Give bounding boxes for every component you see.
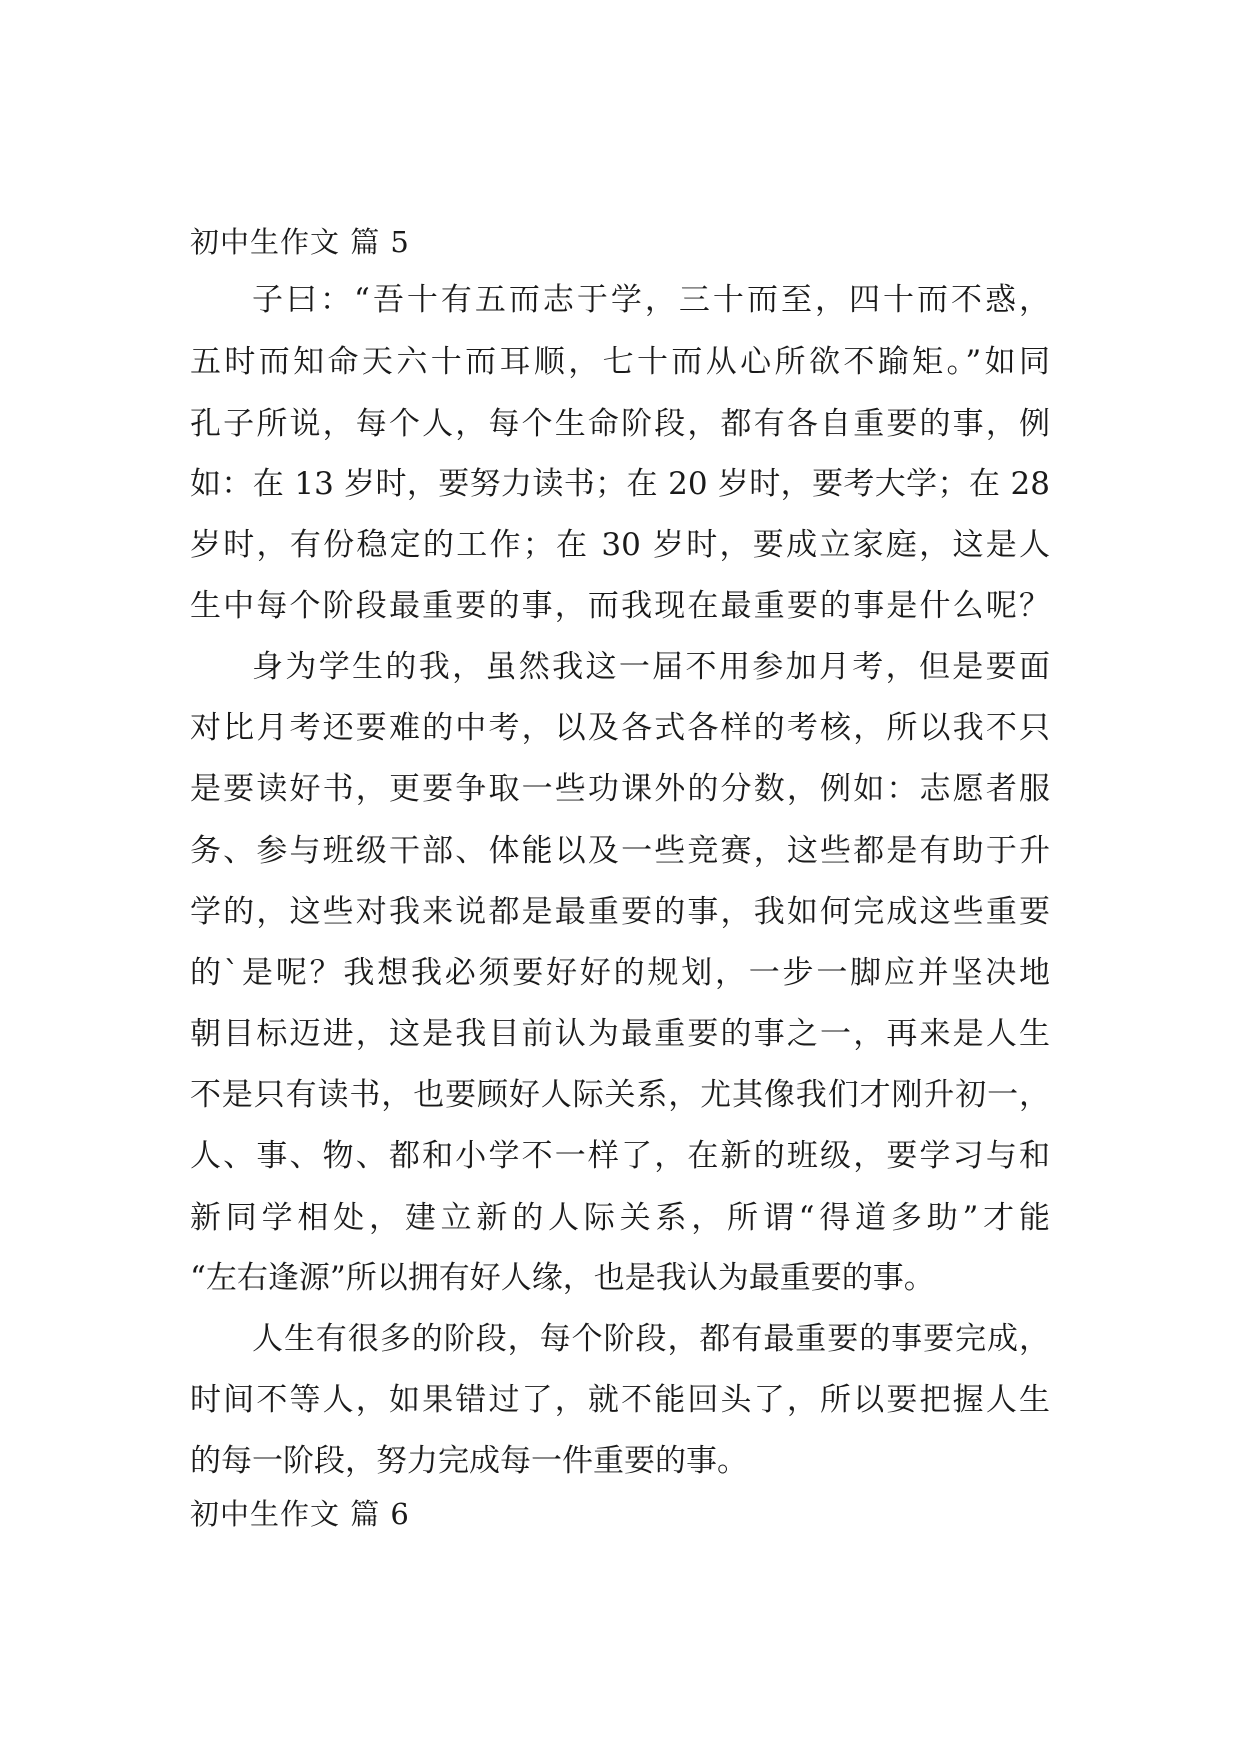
paragraph-1-line-4: 如：在 13 岁时，要努力读书；在 20 岁时，要考大学；在 28: [190, 466, 1050, 502]
paragraph-3-line-2: 时间不等人，如果错过了，就不能回头了，所以要把握人生: [190, 1382, 1050, 1418]
paragraph-1-line-6: 生中每个阶段最重要的事，而我现在最重要的事是什么呢？: [190, 588, 1050, 624]
paragraph-2-line-4: 务、参与班级干部、体能以及一些竞赛，这些都是有助于升: [190, 833, 1050, 869]
paragraph-2-line-8: 不是只有读书，也要顾好人际关系，尤其像我们才刚升初一，: [190, 1077, 1050, 1113]
paragraph-2-line-2: 对比月考还要难的中考，以及各式各样的考核，所以我不只: [190, 710, 1050, 746]
paragraph-2-line-7: 朝目标迈进，这是我目前认为最重要的事之一，再来是人生: [190, 1016, 1050, 1052]
paragraph-2-line-3: 是要读好书，更要争取一些功课外的分数，例如：志愿者服: [190, 771, 1050, 807]
paragraph-2-line-1: 身为学生的我，虽然我这一届不用参加月考，但是要面: [252, 649, 1050, 685]
paragraph-2-line-5: 学的，这些对我来说都是最重要的事，我如何完成这些重要: [190, 894, 1050, 930]
paragraph-2-line-11: “左右逢源”所以拥有好人缘，也是我认为最重要的事。: [190, 1260, 935, 1296]
paragraph-1-line-5: 岁时，有份稳定的工作；在 30 岁时，要成立家庭，这是人: [190, 527, 1050, 563]
paragraph-3-line-1: 人生有很多的阶段，每个阶段，都有最重要的事要完成，: [252, 1321, 1050, 1357]
paragraph-2-line-9: 人、事、物、都和小学不一样了，在新的班级，要学习与和: [190, 1138, 1050, 1174]
essay-title-5: 初中生作文 篇 5: [190, 225, 410, 259]
paragraph-3-line-3: 的每一阶段，努力完成每一件重要的事。: [190, 1443, 748, 1479]
paragraph-1-line-1: 子曰：“吾十有五而志于学，三十而至，四十而不惑，: [252, 282, 1050, 318]
paragraph-2-line-10: 新同学相处，建立新的人际关系，所谓“得道多助”才能: [190, 1200, 1050, 1236]
essay-title-6: 初中生作文 篇 6: [190, 1497, 410, 1531]
paragraph-1-line-3: 孔子所说，每个人，每个生命阶段，都有各自重要的事，例: [190, 406, 1050, 442]
paragraph-2-line-6: 的`是呢？我想我必须要好好的规划，一步一脚应并坚决地: [190, 955, 1050, 991]
paragraph-1-line-2: 五时而知命天六十而耳顺，七十而从心所欲不踰矩。”如同: [190, 344, 1050, 380]
